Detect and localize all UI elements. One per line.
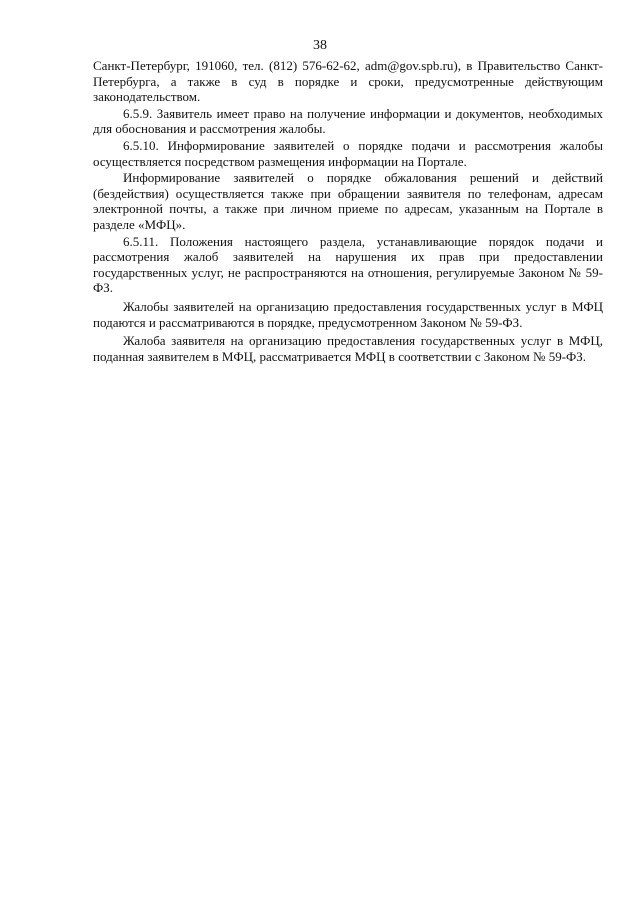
paragraph-address-continuation: Санкт-Петербург, 191060, тел. (812) 576-62-62, adm@gov.spb.ru), в Правительство Санкт-Петербурга, а также в суд в порядке и сроки, предусмотренные действующим законодательством. (93, 58, 603, 105)
paragraph-6-5-10: 6.5.10. Информирование заявителей о порядке подачи и рассмотрения жалобы осуществляется посредством размещения информации на Портале. (93, 137, 603, 169)
paragraph-informing-appeal: Информирование заявителей о порядке обжалования решений и действий (бездействия) осуществляется также при обращении заявителя по телефонам, адресам электронной почты, а также при личном приеме по адресам, указанным на Портале в разделе «МФЦ». (93, 170, 603, 232)
paragraph-6-5-9: 6.5.9. Заявитель имеет право на получение информации и документов, необходимых для обоснования и рассмотрения жалобы. (93, 105, 603, 137)
paragraph-mfc-complaints: Жалобы заявителей на организацию предоставления государственных услуг в МФЦ подаются и рассматриваются в порядке, предусмотренном Законом № 59-ФЗ. (93, 298, 603, 330)
paragraph-mfc-complaint-review: Жалоба заявителя на организацию предоставления государственных услуг в МФЦ, поданная заявителем в МФЦ, рассматривается МФЦ в соответствии с Законом № 59-ФЗ. (93, 333, 603, 364)
page-number: 38 (313, 38, 327, 53)
document-body (93, 58, 603, 365)
paragraph-6-5-11: 6.5.11. Положения настоящего раздела, устанавливающие порядок подачи и рассмотрения жалоб заявителей на нарушения их прав при предоставлении государственных услуг, не распространяются на отношения, регулируемые Законом № 59-ФЗ. (93, 233, 603, 296)
